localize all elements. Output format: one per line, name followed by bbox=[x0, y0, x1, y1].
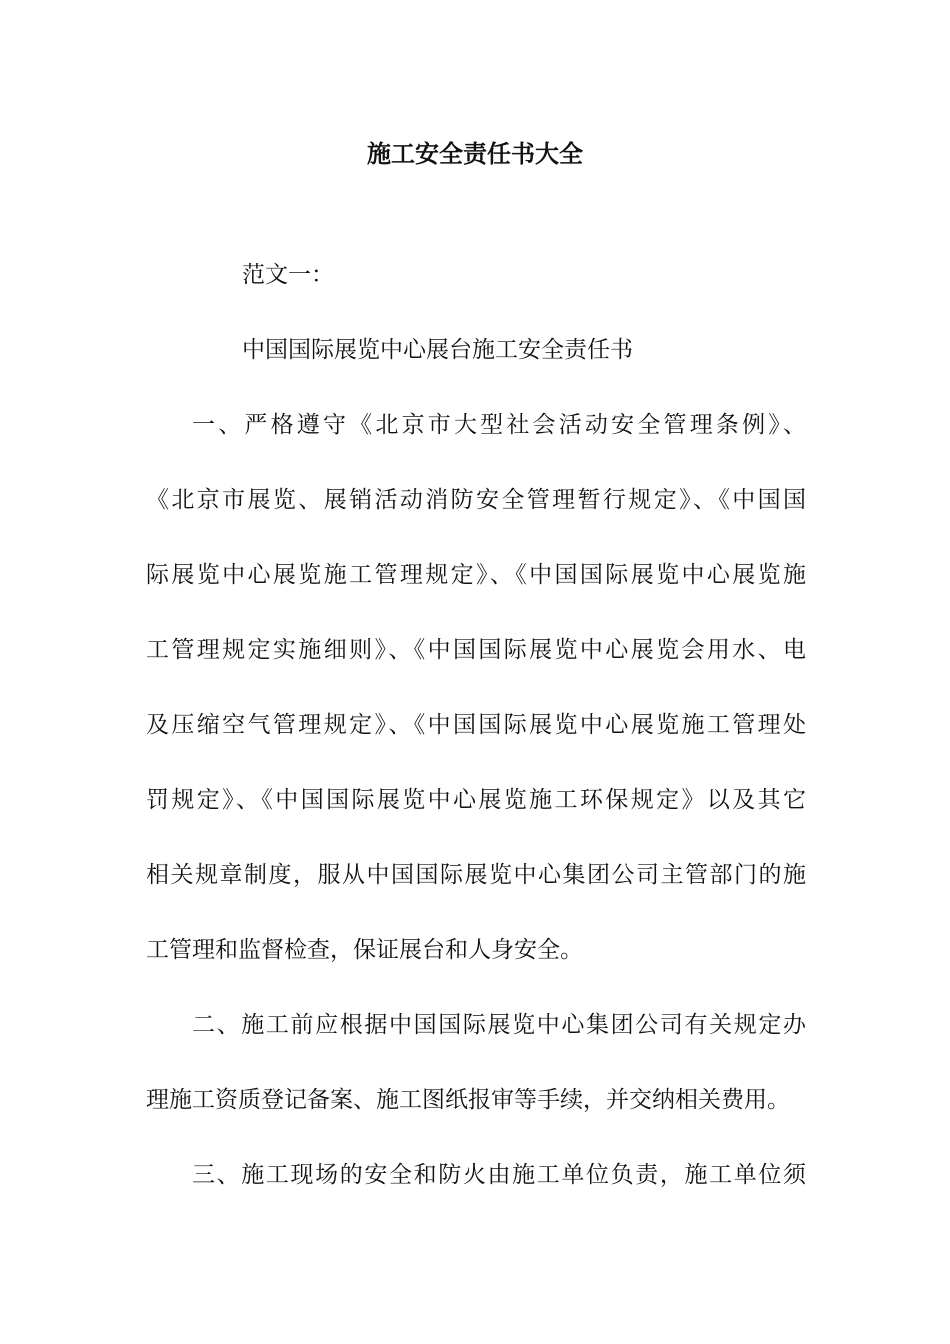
text-line: 及压缩空气管理规定》、《中国国际展览中心展览施工管理处 bbox=[146, 712, 806, 738]
text-line-sample-heading: 范文一： bbox=[242, 262, 334, 288]
text-line: 工管理规定实施细则》、《中国国际展览中心展览会用水、电 bbox=[146, 637, 806, 663]
text-line-subtitle: 中国国际展览中心展台施工安全责任书 bbox=[242, 337, 633, 363]
text-line: 际展览中心展览施工管理规定》、《中国国际展览中心展览施 bbox=[146, 562, 806, 588]
text-line: 《北京市展览、展销活动消防安全管理暂行规定》、《中国国 bbox=[146, 487, 806, 513]
text-line: 三、施工现场的安全和防火由施工单位负责，施工单位须 bbox=[192, 1162, 806, 1188]
document-title: 施工安全责任书大全 bbox=[367, 140, 583, 168]
text-line: 相关规章制度，服从中国国际展览中心集团公司主管部门的施 bbox=[146, 862, 806, 888]
text-line: 工管理和监督检查，保证展台和人身安全。 bbox=[146, 937, 583, 963]
text-line: 一、严格遵守《北京市大型社会活动安全管理条例》、 bbox=[192, 412, 806, 438]
text-line: 罚规定》、《中国国际展览中心展览施工环保规定》以及其它 bbox=[146, 787, 806, 813]
text-line: 二、施工前应根据中国国际展览中心集团公司有关规定办 bbox=[192, 1012, 806, 1038]
text-line: 理施工资质登记备案、施工图纸报审等手续，并交纳相关费用。 bbox=[146, 1087, 790, 1113]
